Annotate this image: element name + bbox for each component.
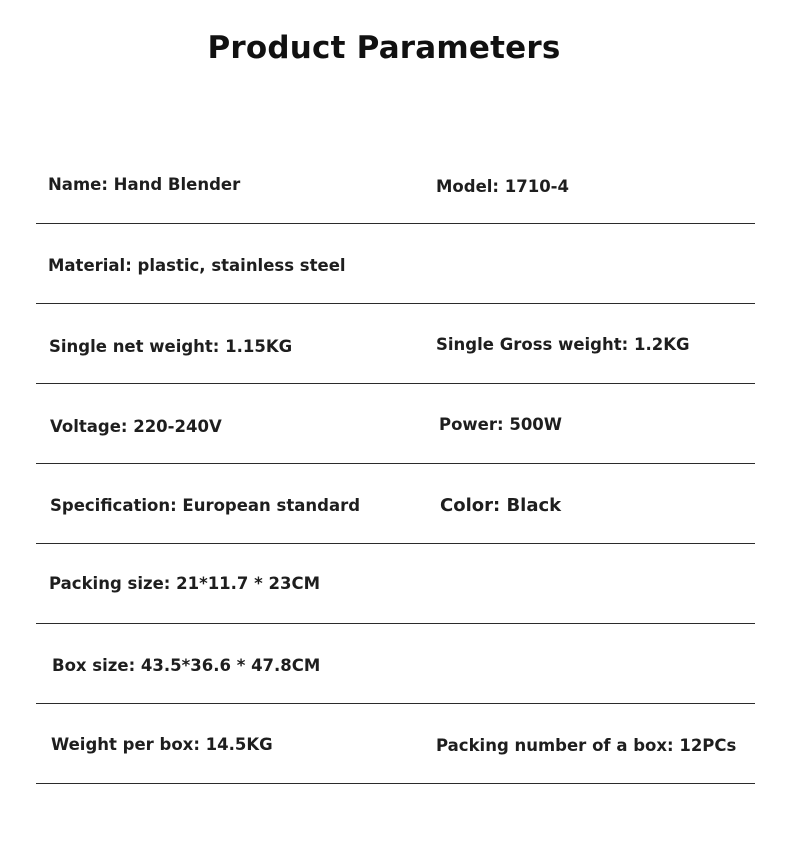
param-material: Material: plastic, stainless steel bbox=[48, 256, 346, 275]
param-voltage: Voltage: 220-240V bbox=[50, 417, 222, 436]
param-packing-size: Packing size: 21*11.7 * 23CM bbox=[49, 574, 321, 593]
param-row-voltage-power bbox=[36, 384, 755, 464]
param-box-size: Box size: 43.5*36.6 * 47.8CM bbox=[52, 656, 321, 675]
param-gross-weight: Single Gross weight: 1.2KG bbox=[436, 335, 690, 354]
param-row-packing-size bbox=[36, 544, 755, 624]
param-model: Model: 1710-4 bbox=[436, 177, 570, 196]
param-specification: Specification: European standard bbox=[50, 496, 361, 515]
param-row-box-size bbox=[36, 624, 755, 704]
param-weight-per-box: Weight per box: 14.5KG bbox=[51, 735, 273, 754]
param-row-spec-color bbox=[36, 464, 755, 544]
param-row-name-model bbox=[36, 144, 755, 224]
param-row-material bbox=[36, 224, 755, 304]
page-title: Product Parameters bbox=[207, 30, 561, 66]
param-net-weight: Single net weight: 1.15KG bbox=[49, 337, 293, 356]
parameter-table bbox=[36, 144, 755, 784]
param-color: Color: Black bbox=[440, 495, 562, 516]
param-row-box-weight-count bbox=[36, 704, 755, 784]
param-packing-number: Packing number of a box: 12PCs bbox=[436, 736, 737, 755]
param-power: Power: 500W bbox=[439, 415, 562, 434]
param-name: Name: Hand Blender bbox=[48, 175, 241, 194]
param-row-weights bbox=[36, 304, 755, 384]
